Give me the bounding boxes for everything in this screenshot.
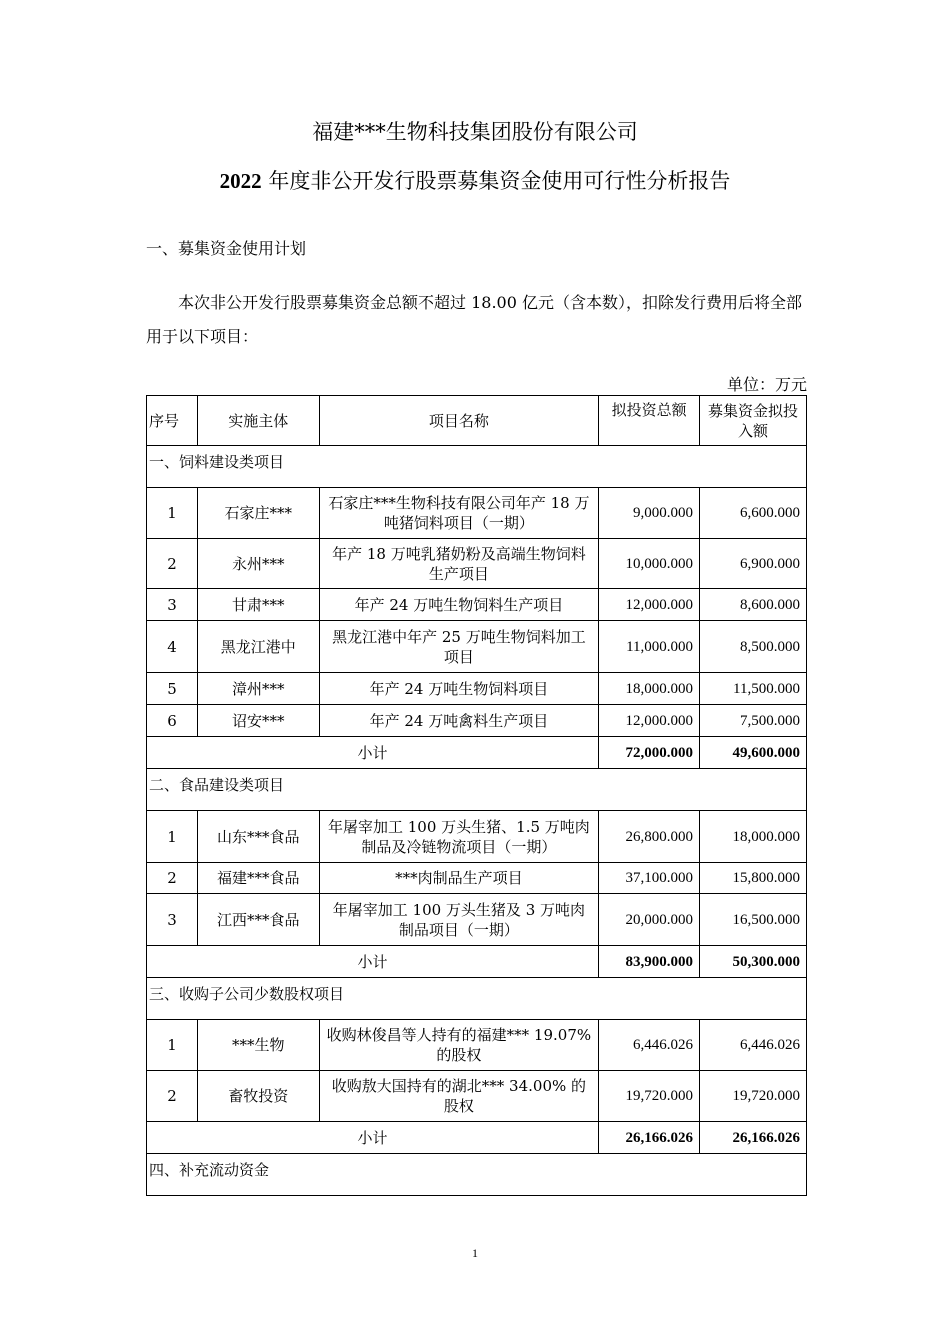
row-no: 5 (147, 673, 198, 705)
row-no: 1 (147, 1020, 198, 1071)
row-entity: 漳州*** (197, 673, 319, 705)
row-raise: 6,900.000 (700, 539, 807, 589)
row-no: 1 (147, 811, 198, 863)
row-total: 11,000.000 (599, 621, 700, 673)
group-title: 一、饲料建设类项目 (147, 446, 807, 488)
row-no: 4 (147, 621, 198, 673)
subtotal-raise: 26,166.026 (700, 1122, 807, 1154)
row-project: 年产 18 万吨乳猪奶粉及高端生物饲料生产项目 (319, 539, 598, 589)
row-project: 年产 24 万吨生物饲料生产项目 (319, 589, 598, 621)
row-entity: 黑龙江港中 (197, 621, 319, 673)
row-total: 12,000.000 (599, 589, 700, 621)
header-project: 项目名称 (319, 396, 598, 446)
row-entity: 山东***食品 (197, 811, 319, 863)
subtotal-label: 小计 (147, 737, 599, 769)
row-project: 收购敖大国持有的湖北*** 34.00% 的股权 (319, 1071, 598, 1122)
row-no: 3 (147, 894, 198, 946)
row-raise: 16,500.000 (700, 894, 807, 946)
row-no: 2 (147, 863, 198, 894)
intro-paragraph: 本次非公开发行股票募集资金总额不超过 18.00 亿元（含本数），扣除发行费用后将全部用于以下项目： (146, 293, 802, 346)
row-no: 6 (147, 705, 198, 737)
unit-label: 单位：万元 (726, 375, 807, 394)
row-no: 2 (147, 1071, 198, 1122)
row-entity: ***生物 (197, 1020, 319, 1071)
row-no: 3 (147, 589, 198, 621)
subtotal-row (147, 737, 807, 769)
row-total: 20,000.000 (599, 894, 700, 946)
table-row (147, 539, 807, 589)
row-total: 26,800.000 (599, 811, 700, 863)
row-raise: 15,800.000 (700, 863, 807, 894)
row-entity: 诏安*** (197, 705, 319, 737)
header-raise: 募集资金拟投入额 (700, 396, 807, 446)
row-raise: 6,600.000 (700, 488, 807, 539)
table-row (147, 488, 807, 539)
report-year: 2022 (219, 169, 262, 193)
table-row (147, 1071, 807, 1122)
table-row (147, 673, 807, 705)
table-row (147, 621, 807, 673)
row-project: 年产 24 万吨生物饲料项目 (319, 673, 598, 705)
table-header-row (147, 396, 807, 446)
section-heading: 一、募集资金使用计划 (146, 239, 307, 258)
row-no: 1 (147, 488, 198, 539)
row-entity: 畜牧投资 (197, 1071, 319, 1122)
row-raise: 6,446.026 (700, 1020, 807, 1071)
row-total: 6,446.026 (599, 1020, 700, 1071)
row-raise: 8,600.000 (700, 589, 807, 621)
subtotal-row (147, 946, 807, 978)
subtotal-raise: 50,300.000 (700, 946, 807, 978)
row-raise: 19,720.000 (700, 1071, 807, 1122)
report-title (0, 165, 950, 195)
row-total: 19,720.000 (599, 1071, 700, 1122)
header-entity: 实施主体 (197, 396, 319, 446)
table-row (147, 705, 807, 737)
row-total: 9,000.000 (599, 488, 700, 539)
row-entity: 石家庄*** (197, 488, 319, 539)
subtotal-label: 小计 (147, 946, 599, 978)
page-number: 1 (472, 1246, 478, 1260)
row-total: 37,100.000 (599, 863, 700, 894)
table-row (147, 811, 807, 863)
row-entity: 江西***食品 (197, 894, 319, 946)
row-project: 石家庄***生物科技有限公司年产 18 万吨猪饲料项目（一期） (319, 488, 598, 539)
row-entity: 甘肃*** (197, 589, 319, 621)
subtotal-total: 26,166.026 (599, 1122, 700, 1154)
row-raise: 11,500.000 (700, 673, 807, 705)
row-project: 年屠宰加工 100 万头生猪及 3 万吨肉制品项目（一期） (319, 894, 598, 946)
group-title: 四、补充流动资金 (147, 1154, 807, 1196)
subtotal-row (147, 1122, 807, 1154)
group-title-row (147, 1154, 807, 1196)
table-row (147, 894, 807, 946)
group-title: 三、收购子公司少数股权项目 (147, 978, 807, 1020)
subtotal-total: 72,000.000 (599, 737, 700, 769)
table-row (147, 863, 807, 894)
row-entity: 永州*** (197, 539, 319, 589)
row-raise: 7,500.000 (700, 705, 807, 737)
subtotal-label: 小计 (147, 1122, 599, 1154)
report-title-text: 年度非公开发行股票募集资金使用可行性分析报告 (261, 169, 731, 193)
row-raise: 8,500.000 (700, 621, 807, 673)
row-total: 10,000.000 (599, 539, 700, 589)
subtotal-raise: 49,600.000 (700, 737, 807, 769)
row-no: 2 (147, 539, 198, 589)
header-total: 拟投资总额 (599, 396, 700, 446)
group-title-row (147, 446, 807, 488)
row-raise: 18,000.000 (700, 811, 807, 863)
row-project: 收购林俊昌等人持有的福建*** 19.07%的股权 (319, 1020, 598, 1071)
row-entity: 福建***食品 (197, 863, 319, 894)
row-project: ***肉制品生产项目 (319, 863, 598, 894)
row-project: 年屠宰加工 100 万头生猪、1.5 万吨肉制品及冷链物流项目（一期） (319, 811, 598, 863)
table-row (147, 589, 807, 621)
group-title-row (147, 769, 807, 811)
table-row (147, 1020, 807, 1071)
header-no: 序号 (147, 396, 198, 446)
document-title: 福建***生物科技集团股份有限公司 (312, 120, 638, 144)
row-project: 黑龙江港中年产 25 万吨生物饲料加工项目 (319, 621, 598, 673)
row-project: 年产 24 万吨禽料生产项目 (319, 705, 598, 737)
group-title: 二、食品建设类项目 (147, 769, 807, 811)
subtotal-total: 83,900.000 (599, 946, 700, 978)
row-total: 18,000.000 (599, 673, 700, 705)
funding-table (146, 395, 807, 1196)
row-total: 12,000.000 (599, 705, 700, 737)
group-title-row (147, 978, 807, 1020)
